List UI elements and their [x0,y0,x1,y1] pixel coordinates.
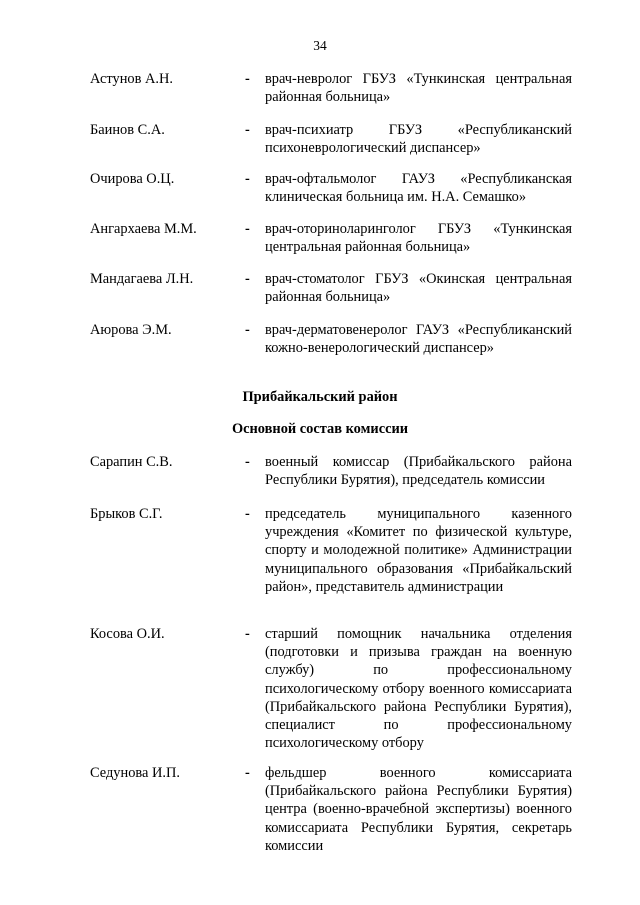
member-dash: - [245,221,250,237]
member-name: Аюрова Э.М. [90,322,172,338]
member-description: председатель муниципального казенного учреждения «Комитет по физической культуре, спорту и молодежной политике» Администрации муниципального образования «Прибайкальский район», представитель администрации [265,506,572,595]
member-name: Сарапин С.В. [90,454,173,470]
member-name: Астунов А.Н. [90,71,173,87]
member-name: Косова О.И. [90,626,165,642]
member-description: фельдшер военного комиссариата (Прибайкальского района Республики Бурятия) центра (военно-врачебной экспертизы) военного комиссариата Республики Бурятия, секретарь комиссии [265,765,572,854]
page-number: 34 [313,38,327,53]
member-dash: - [245,454,250,470]
member-dash: - [245,626,250,642]
member-dash: - [245,765,250,781]
member-dash: - [245,71,250,87]
member-dash: - [245,122,250,138]
member-name: Ангархаева М.М. [90,221,197,237]
member-description: врач-дерматовенеролог ГАУЗ «Республиканский кожно-венерологический диспансер» [265,322,572,357]
member-description: врач-стоматолог ГБУЗ «Окинская центральная районная больница» [265,271,572,306]
commission-heading: Основной состав комиссии [231,421,409,437]
member-name: Баинов С.А. [90,122,165,138]
district-heading: Прибайкальский район [242,389,398,405]
member-name: Мандагаева Л.Н. [90,271,194,287]
member-name: Брыков С.Г. [90,506,163,522]
member-description: военный комиссар (Прибайкальского района Республики Бурятия), председатель комиссии [265,454,572,489]
member-name: Седунова И.П. [90,765,180,781]
member-dash: - [245,271,250,287]
member-dash: - [245,322,250,338]
member-description: врач-оториноларинголог ГБУЗ «Тункинская центральная районная больница» [265,221,572,256]
member-dash: - [245,506,250,522]
member-dash: - [245,171,250,187]
member-description: врач-психиатр ГБУЗ «Республиканский психоневрологический диспансер» [265,122,572,157]
member-description: старший помощник начальника отделения (подготовки и призыва граждан на военную службу) по профессиональному психологическому отбору военного комиссариата (Прибайкальского района Республики Бурятия), специалист по профессиональному психологическому отбору [265,626,572,752]
member-description: врач-невролог ГБУЗ «Тункинская центральная районная больница» [265,71,572,106]
member-description: врач-офтальмолог ГАУЗ «Республиканская клиническая больница им. Н.А. Семашко» [265,171,572,206]
member-name: Очирова О.Ц. [90,171,175,187]
